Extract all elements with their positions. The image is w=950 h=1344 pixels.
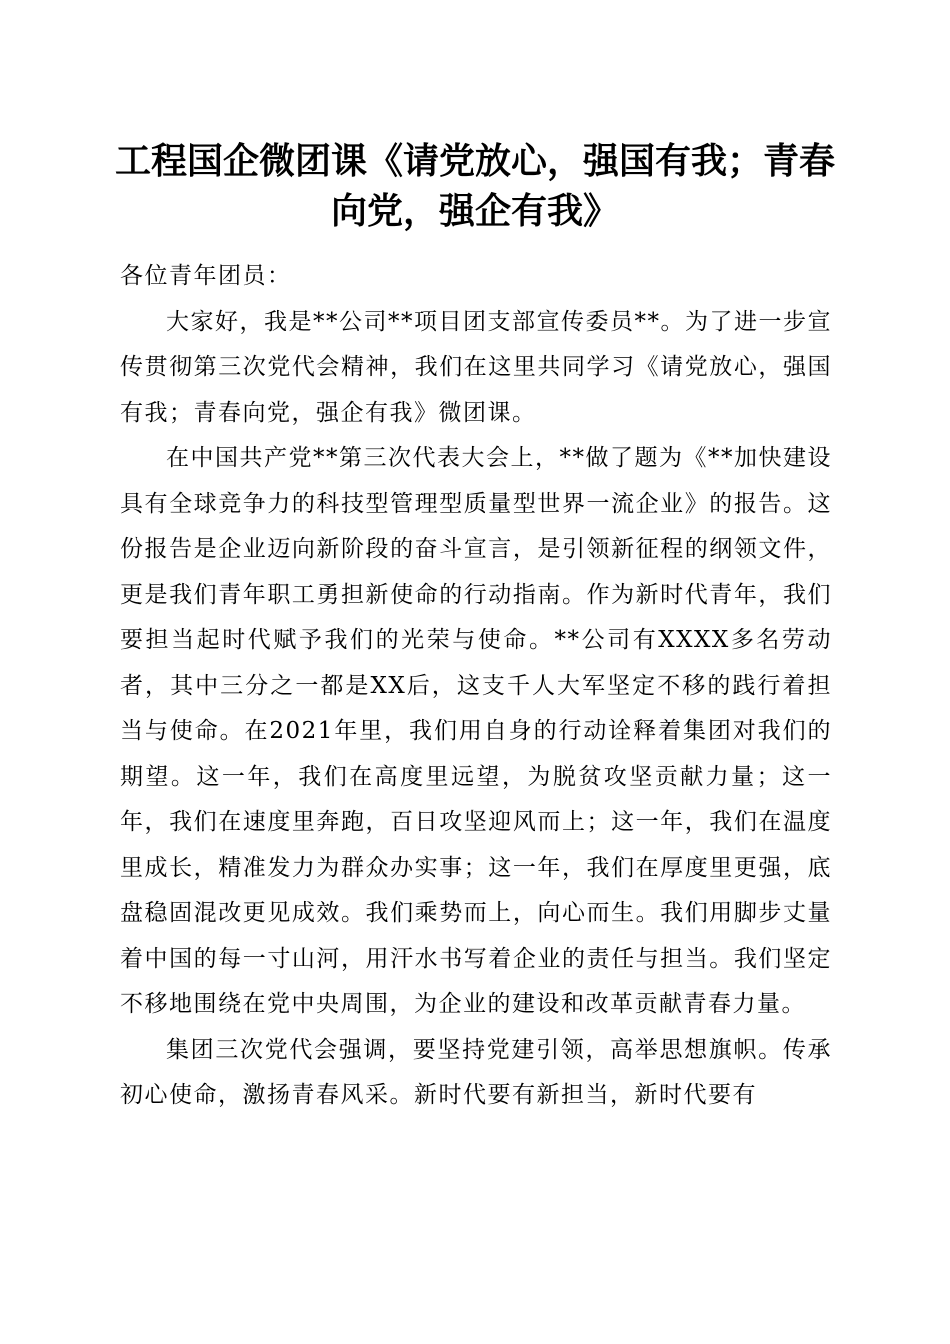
- document-title: [110, 136, 840, 236]
- paragraph-3: 集团三次党代会强调，要坚持党建引领，高举思想旗帜。传承初心使命，激扬青春风采。新时代要有新担当，新时代要有: [120, 1036, 832, 1108]
- paragraph-2: 在中国共产党**第三次代表大会上，**做了题为《**加快建设具有全球竞争力的科技型管理型质量型世界一流企业》的报告。这份报告是企业迈向新阶段的奋斗宣言，是引领新征程的纲领文件，更是我们青年职工勇担新使命的行动指南。作为新时代青年，我们要担当起时代赋予我们的光荣与使命。**公司有XXXX多名劳动者，其中三分之一都是XX后，这支千人大军坚定不移的践行着担当与使命。在2021年里，我们用自身的行动诠释着集团对我们的期望。这一年，我们在高度里远望，为脱贫攻坚贡献力量；这一年，我们在速度里奔跑，百日攻坚迎风而上；这一年，我们在温度里成长，精准发力为群众办实事；这一年，我们在厚度里更强，底盘稳固混改更见成效。我们乘势而上，向心而生。我们用脚步丈量着中国的每一寸山河，用汗水书写着企业的责任与担当。我们坚定不移地围绕在党中央周围，为企业的建设和改革贡献青春力量。: [120, 445, 832, 1017]
- title-line-1: 工程国企微团课《请党放心，强国有我；青春: [114, 140, 835, 182]
- title-line-2: 向党，强企有我》: [330, 190, 619, 232]
- paragraph-1: 大家好，我是**公司**项目团支部宣传委员**。为了进一步宣传贯彻第三次党代会精神，我们在这里共同学习《请党放心，强国有我；青春向党，强企有我》微团课。: [120, 308, 832, 426]
- document-body: [120, 254, 832, 1119]
- salutation: 各位青年团员：: [120, 263, 292, 289]
